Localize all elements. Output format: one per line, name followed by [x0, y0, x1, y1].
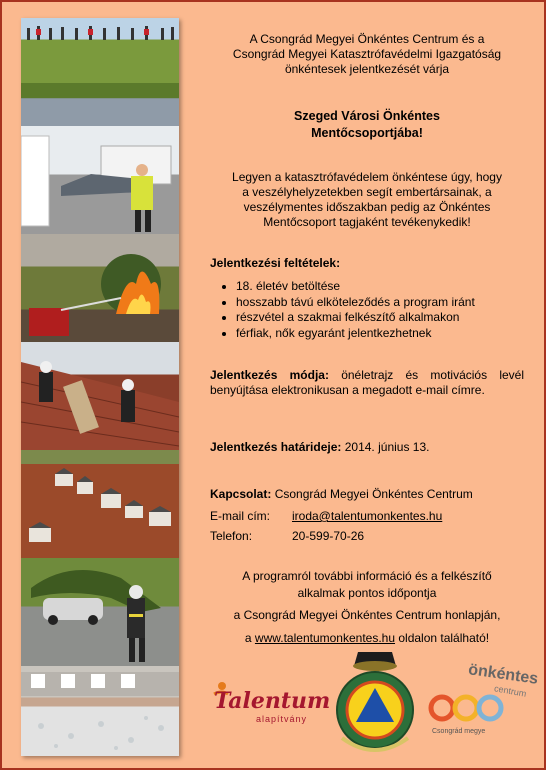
photo-strip	[21, 18, 179, 756]
method-section	[210, 368, 524, 398]
contact-label: Kapcsolat:	[210, 487, 272, 501]
talentum-logo	[208, 680, 331, 730]
photo-volunteers	[21, 18, 179, 126]
photo-accident-drawing	[21, 126, 179, 234]
photo-hail-drawing	[21, 666, 179, 756]
more-info	[210, 568, 524, 646]
deadline-section	[210, 440, 524, 455]
more-info-line-2: alkalmak pontos időpontja	[297, 585, 437, 600]
logo-row	[202, 642, 542, 762]
centrum-name: centrum	[493, 683, 528, 699]
headline-line-2: Mentőcsoportjába!	[311, 126, 423, 140]
conditions-heading: Jelentkezési feltételek:	[210, 256, 341, 270]
list-item: • férfiak, nők egyaránt jelentkezhetnek	[236, 326, 524, 342]
description-line-4: Mentőcsoport tagjaként tevékenykedik!	[263, 215, 471, 229]
headline-line-1: Szeged Városi Önkéntes	[294, 109, 440, 123]
deadline-text: 2014. június 13.	[341, 440, 430, 454]
description-line-1: Legyen a katasztrófavédelem önkéntese úgy, hogy	[232, 170, 502, 184]
email-row	[210, 509, 442, 524]
phone-number: 20-599-70-26	[292, 529, 365, 543]
photo-roof-drawing	[21, 342, 179, 450]
description-line-3: veszélymentes időszakban pedig az Önkéntes	[243, 200, 491, 214]
phone-row	[210, 529, 364, 544]
intro-line-2: Csongrád Megyei Katasztrófavédelmi Igazgatóság	[232, 47, 502, 61]
list-item: • részvétel a szakmai felkészítő alkalmakon	[236, 310, 524, 326]
photo-flood	[21, 450, 179, 558]
more-info-line-3: a Csongrád Megyei Önkéntes Centrum honlapján,	[233, 608, 501, 622]
email-link[interactable]: iroda@talentumonkentes.hu	[292, 509, 443, 523]
method-label: Jelentkezés módja:	[210, 368, 329, 382]
photo-hail	[21, 666, 179, 756]
email-label: E-mail cím:	[210, 509, 270, 523]
list-item: • 18. életév betöltése	[236, 279, 524, 295]
more-info-suffix: oldalon található!	[395, 630, 490, 645]
photo-fire	[21, 234, 179, 342]
intro-text	[210, 32, 524, 77]
description	[210, 170, 524, 230]
method-text: önéletrajz és motivációs levél benyújtása elektronikusan a megadott e-mail címre.	[210, 368, 525, 397]
onkentes-sub: Csongrád megye	[432, 728, 486, 735]
more-info-line-1: A programról további információ és a felkészítő	[242, 569, 492, 583]
onkentes-centrum-logo	[428, 661, 540, 746]
talentum-name: Talentum	[214, 688, 331, 714]
phone-label: Telefon:	[210, 529, 253, 543]
photo-fire-drawing	[21, 234, 179, 342]
onkentes-circles	[428, 690, 508, 728]
description-line-2: a veszélyhelyzetekben segít embertársainak, a	[242, 185, 492, 199]
intro-line-1: A Csongrád Megyei Önkéntes Centrum és a	[249, 32, 485, 46]
conditions-list	[210, 279, 524, 341]
contact-section	[210, 487, 524, 502]
intro-line-3: önkéntesek jelentkezését várja	[284, 62, 450, 76]
onkentes-name: önkéntes	[467, 661, 540, 688]
conditions-section	[210, 256, 524, 341]
deadline-label: Jelentkezés határideje:	[210, 440, 342, 454]
disaster-management-emblem	[334, 648, 416, 758]
headline	[210, 108, 524, 142]
list-item: • hosszabb távú elköteleződés a program iránt	[236, 295, 524, 311]
photo-volunteers-drawing	[21, 18, 179, 126]
more-info-prefix: a	[244, 630, 255, 645]
photo-roof	[21, 342, 179, 450]
photo-flood-drawing	[21, 450, 179, 558]
photo-storm	[21, 558, 179, 666]
website-link[interactable]: www.talentumonkentes.hu	[254, 630, 396, 645]
photo-storm-drawing	[21, 558, 179, 666]
talentum-sub: alapítvány	[256, 714, 308, 724]
contact-org: Csongrád Megyei Önkéntes Centrum	[271, 487, 473, 501]
photo-accident	[21, 126, 179, 234]
